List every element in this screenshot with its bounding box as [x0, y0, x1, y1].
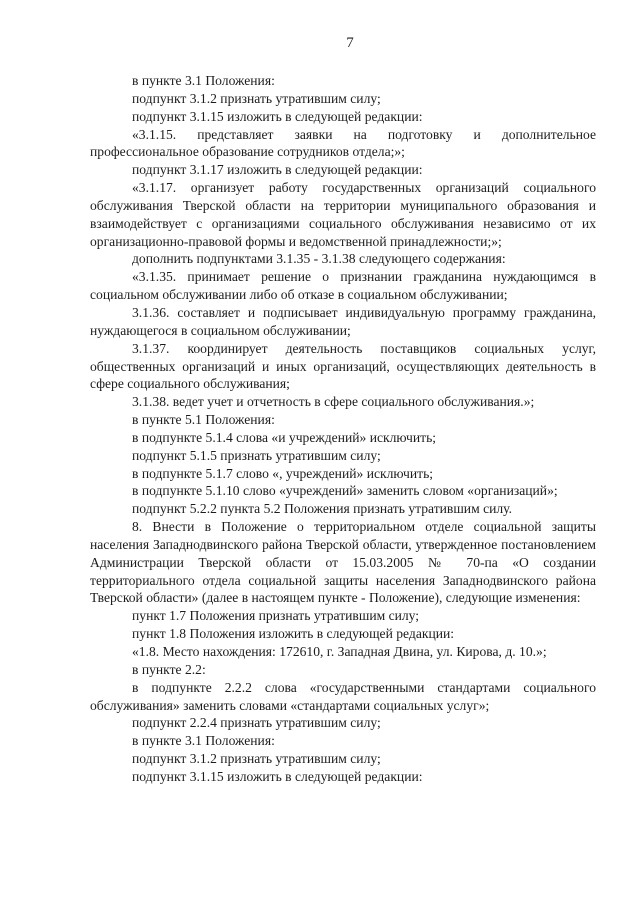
paragraph: пункт 1.8 Положения изложить в следующей редакции:	[132, 626, 455, 642]
paragraph: в подпункте 5.1.7 слово «, учреждений» исключить;	[132, 465, 434, 481]
paragraph: в пункте 3.1 Положения:	[132, 73, 275, 88]
paragraph: «1.8. Место нахождения: 172610, г. Западная Двина, ул. Кирова, д. 10.»;	[132, 644, 547, 659]
paragraph: 3.1.38. ведет учет и отчетность в сфере социального обслуживания.»;	[132, 394, 535, 410]
paragraph: в пункте 2.2:	[132, 661, 206, 677]
paragraph: подпункт 2.2.4 признать утратившим силу;	[132, 715, 381, 731]
paragraph: подпункт 5.2.2 пункта 5.2 Положения признать утратившим силу.	[132, 501, 513, 517]
page-number: 7	[346, 35, 354, 51]
paragraph: 3.1.37. координирует деятельность поставщиков социальных услуг, общественных организаций и иных организаций, осуществляющих деятельность в сфере социального обслуживания;	[90, 340, 596, 392]
paragraph: подпункт 3.1.2 признать утратившим силу;	[132, 751, 381, 767]
paragraph: «3.1.35. принимает решение о признании гражданина нуждающимся в социальном обслуживании либо об отказе в социальном обслуживании;	[90, 269, 596, 303]
paragraph: подпункт 3.1.17 изложить в следующей редакции:	[132, 162, 423, 178]
paragraph: в подпункте 2.2.2 слова «государственными стандартами социального обслуживания» заменить словами «стандартами социальных услуг»;	[90, 679, 596, 713]
paragraph: в подпункте 5.1.4 слова «и учреждений» исключить;	[132, 429, 437, 445]
paragraph: «3.1.15. представляет заявки на подготовку и дополнительное профессиональное образование сотрудников отдела;»;	[90, 126, 596, 160]
document-body	[90, 72, 596, 786]
paragraph: пункт 1.7 Положения признать утратившим силу;	[132, 608, 420, 624]
paragraph: «3.1.17. организует работу государственных организаций социального обслуживания Тверской области на территории муниципального образования и взаимодействует с организациями социального обслуживания независимо от их организационно-правовой формы и ведомственной принадлежности;»;	[90, 180, 596, 249]
paragraph: в пункте 3.1 Положения:	[132, 733, 275, 749]
paragraph: 8. Внести в Положение о территориальном отделе социальной защиты населения Западнодвинского района Тверской области, утвержденное постановлением Администрации Тверской области от 15.03.2005 № 70-па «О создании территориального отдела социальной защиты населения Западнодвинского района Тверской области» (далее в настоящем пункте - Положение), следующие изменения:	[90, 519, 596, 606]
paragraph: подпункт 3.1.15 изложить в следующей редакции:	[132, 108, 423, 124]
paragraph: в подпункте 5.1.10 слово «учреждений» заменить словом «организаций»;	[132, 483, 558, 499]
paragraph: подпункт 3.1.2 признать утратившим силу;	[132, 90, 381, 106]
paragraph: подпункт 5.1.5 признать утратившим силу;	[132, 447, 381, 463]
paragraph: 3.1.36. составляет и подписывает индивидуальную программу гражданина, нуждающегося в социальном обслуживании;	[90, 304, 596, 338]
paragraph: в пункте 5.1 Положения:	[132, 412, 275, 428]
paragraph: дополнить подпунктами 3.1.35 - 3.1.38 следующего содержания:	[132, 251, 506, 267]
paragraph: подпункт 3.1.15 изложить в следующей редакции:	[132, 768, 423, 784]
